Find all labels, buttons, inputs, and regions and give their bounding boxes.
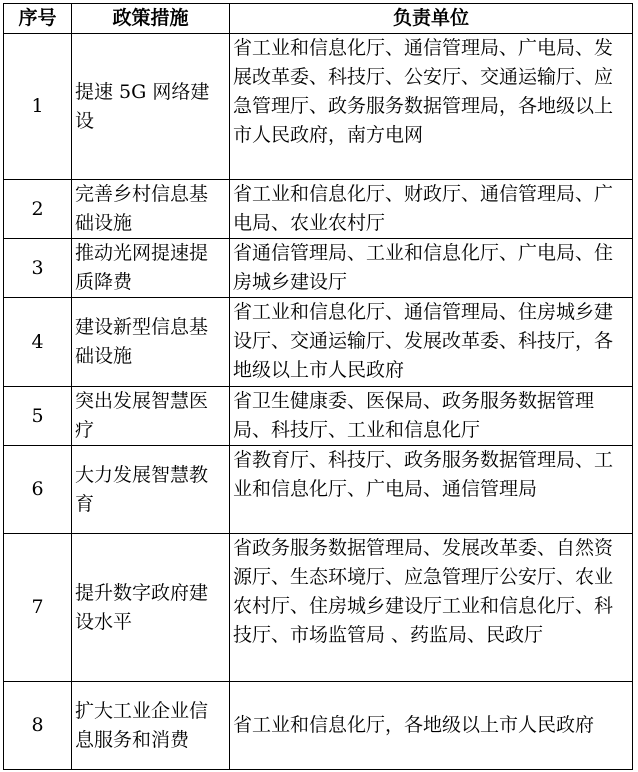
responsible-units: 省通信管理局、工业和信息化厅、广电局、住房城乡建设厅 — [230, 239, 633, 298]
responsible-units: 省工业和信息化厅、通信管理局、广电局、发展改革委、科技厅、公安厅、交通运输厅、应急管理厅、政务服务数据管理局，各地级以上市人民政府，南方电网 — [230, 34, 633, 180]
policy-measure: 推动光网提速提质降费 — [72, 239, 230, 298]
row-number: 3 — [4, 239, 72, 298]
row-number: 5 — [4, 387, 72, 446]
table-row — [4, 298, 633, 387]
responsible-units: 省政务服务数据管理局、发展改革委、自然资源厅、生态环境厅、应急管理厅公安厅、农业农村厅、住房城乡建设厅工业和信息化厅、科技厅、市场监管局 、药监局、民政厅 — [230, 534, 633, 682]
table-row — [4, 34, 633, 180]
header-units: 负责单位 — [230, 4, 633, 34]
table-row — [4, 534, 633, 682]
row-number: 4 — [4, 298, 72, 387]
table-row — [4, 387, 633, 446]
table-row — [4, 180, 633, 239]
row-number: 8 — [4, 682, 72, 770]
table-row — [4, 239, 633, 298]
policy-measure: 突出发展智慧医疗 — [72, 387, 230, 446]
policy-measure: 建设新型信息基础设施 — [72, 298, 230, 387]
responsible-units: 省卫生健康委、医保局、政务服务数据管理局、科技厅、工业和信息化厅 — [230, 387, 633, 446]
row-number: 2 — [4, 180, 72, 239]
policy-measure: 完善乡村信息基础设施 — [72, 180, 230, 239]
policy-measure: 大力发展智慧教育 — [72, 446, 230, 534]
header-row — [4, 4, 633, 34]
policy-measure: 扩大工业企业信息服务和消费 — [72, 682, 230, 770]
policy-measure: 提速 5G 网络建设 — [72, 34, 230, 180]
responsible-units: 省工业和信息化厅，各地级以上市人民政府 — [230, 682, 633, 770]
responsible-units: 省工业和信息化厅、财政厅、通信管理局、广电局、农业农村厅 — [230, 180, 633, 239]
header-number: 序号 — [4, 4, 72, 34]
header-measure: 政策措施 — [72, 4, 230, 34]
table-row — [4, 446, 633, 534]
row-number: 6 — [4, 446, 72, 534]
policy-measure: 提升数字政府建设水平 — [72, 534, 230, 682]
policy-table — [3, 3, 633, 770]
table-row — [4, 682, 633, 770]
row-number: 1 — [4, 34, 72, 180]
responsible-units: 省工业和信息化厅、通信管理局、住房城乡建设厅、交通运输厅、发展改革委、科技厅，各地级以上市人民政府 — [230, 298, 633, 387]
row-number: 7 — [4, 534, 72, 682]
responsible-units: 省教育厅、科技厅、政务服务数据管理局、工业和信息化厅、广电局、通信管理局 — [230, 446, 633, 534]
